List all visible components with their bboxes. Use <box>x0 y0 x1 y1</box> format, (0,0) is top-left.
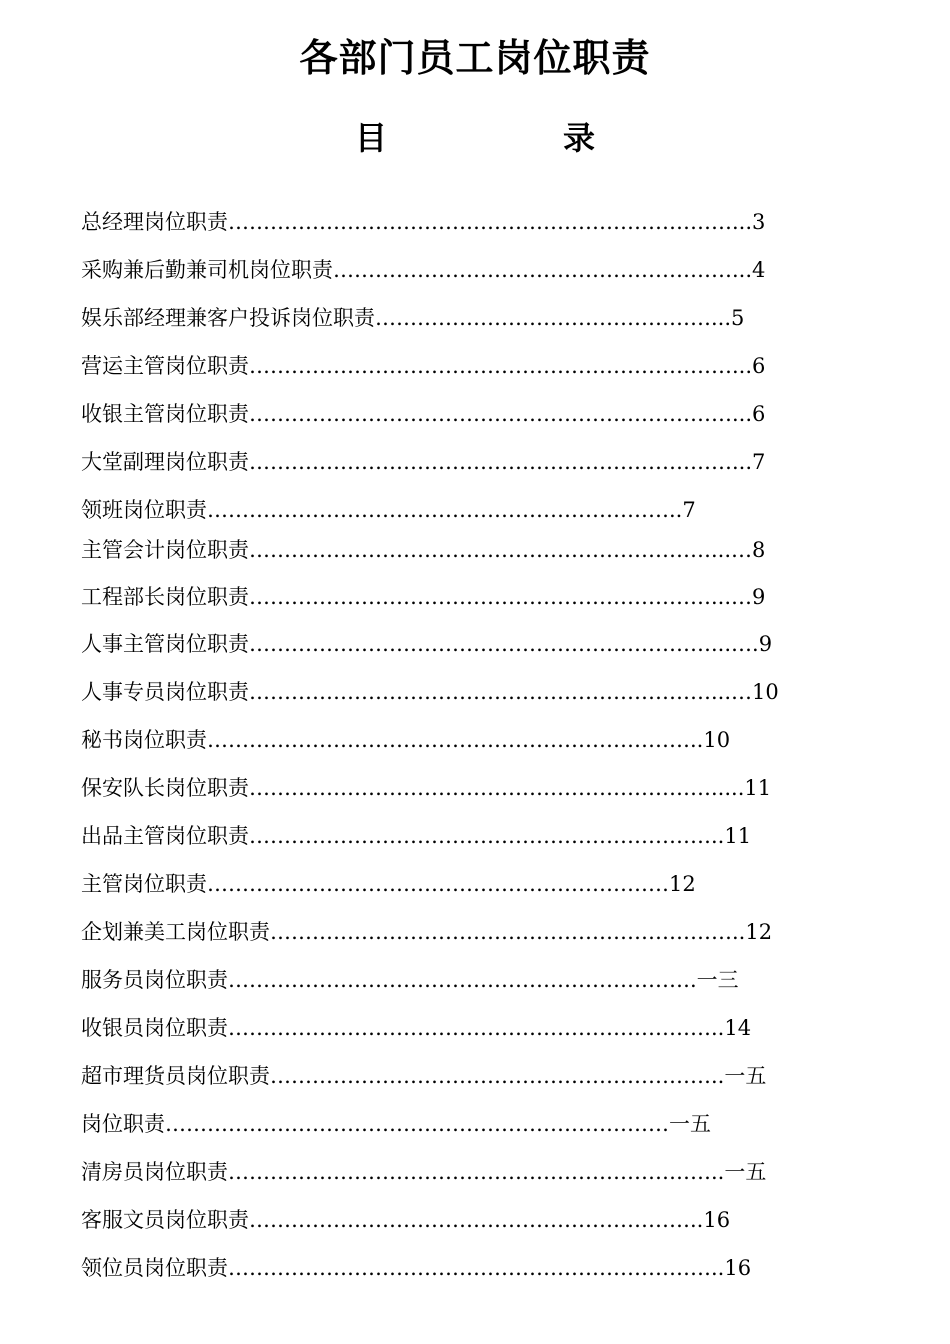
toc-entry-label: 主管岗位职责 <box>81 872 207 896</box>
toc-entry-label: 岗位职责 <box>81 1112 165 1136</box>
toc-entry-page: ...…8 <box>711 538 766 562</box>
toc-entry[interactable] <box>81 446 765 478</box>
toc-entry-page: ...3 <box>732 210 766 234</box>
toc-entry-label: 收银主管岗位职责 <box>81 402 249 426</box>
toc-entry-leader: ……………………………………………………… <box>249 1208 690 1232</box>
toc-entry[interactable] <box>81 581 765 613</box>
toc-entry-page: ..一五 <box>711 1064 767 1088</box>
toc-entry-label: 出品主管岗位职责 <box>81 824 249 848</box>
toc-entry-page: ...5 <box>711 306 745 330</box>
toc-entry-label: 清房员岗位职责 <box>81 1160 228 1184</box>
toc-entry-leader: ………………………………………… <box>375 306 711 330</box>
toc-entry-leader: …………………………………………………………… <box>228 1160 711 1184</box>
toc-entry[interactable] <box>81 534 765 566</box>
document-title: 各部门员工岗位职责 <box>299 35 651 80</box>
toc-entry-page: ..12 <box>732 920 773 944</box>
toc-entry-leader: …………………………………………………………… <box>207 728 690 752</box>
toc-entry-leader: ………………………………………………………… <box>249 680 711 704</box>
toc-entry-label: 客服文员岗位职责 <box>81 1208 249 1232</box>
toc-entry[interactable] <box>81 302 744 334</box>
toc-entry-page: ………..11 <box>648 824 752 848</box>
toc-entry-label: 大堂副理岗位职责 <box>81 450 249 474</box>
toc-entry-leader: ………………………………………………………… <box>249 538 711 562</box>
toc-entry[interactable] <box>81 1060 766 1092</box>
toc-entry-page: ...4 <box>732 258 766 282</box>
toc-entry[interactable] <box>81 494 696 526</box>
toc-entry-leader: ……………………………………………………………… <box>228 210 732 234</box>
toc-entry-page: ...6 <box>732 402 766 426</box>
toc-heading-char-1: 目 <box>355 119 388 157</box>
toc-entry-label: 人事主管岗位职责 <box>81 632 249 656</box>
toc-entry-leader: …………………………………………………………… <box>249 354 732 378</box>
toc-entry-page: ..16 <box>711 1256 752 1280</box>
toc-entry[interactable] <box>81 254 765 286</box>
toc-entry-label: 秘书岗位职责 <box>81 728 207 752</box>
toc-entry-leader: ………………………………………………………… <box>228 968 690 992</box>
toc-entry[interactable] <box>81 1012 751 1044</box>
toc-entry-label: 企划兼美工岗位职责 <box>81 920 270 944</box>
toc-entry-leader: …………………………………………………………… <box>228 1256 711 1280</box>
toc-entry-leader: …………………………………………………………… <box>228 1016 711 1040</box>
toc-entry-leader: …………………………………………………… <box>249 776 669 800</box>
toc-entry-page: .一三 <box>690 968 739 992</box>
toc-entry-leader: ………………………………………………… <box>333 258 732 282</box>
toc-entry-page: …….....11 <box>669 776 772 800</box>
toc-entry[interactable] <box>81 676 779 708</box>
toc-entry-label: 收银员岗位职责 <box>81 1016 228 1040</box>
toc-entry[interactable] <box>81 628 772 660</box>
toc-entry[interactable] <box>81 916 772 948</box>
toc-entry-leader: ………………………………………………………… <box>207 498 669 522</box>
toc-entry-page: ...7 <box>732 450 766 474</box>
toc-entry[interactable] <box>81 964 739 996</box>
toc-entry[interactable] <box>81 398 765 430</box>
toc-entry[interactable] <box>81 1156 766 1188</box>
toc-entry-label: 工程部长岗位职责 <box>81 585 249 609</box>
toc-entry-leader: …………………………………………………………… <box>249 450 732 474</box>
toc-entry-label: 主管会计岗位职责 <box>81 538 249 562</box>
toc-entry-page: ...…10 <box>711 680 779 704</box>
toc-entry-leader: …………………………………………………………… <box>249 402 732 426</box>
toc-entry-page: ...6 <box>732 354 766 378</box>
toc-entry-label: 营运主管岗位职责 <box>81 354 249 378</box>
toc-entry-leader: ……………………………………………………… <box>270 1064 711 1088</box>
toc-entry[interactable] <box>81 724 730 756</box>
toc-entry-label: 采购兼后勤兼司机岗位职责 <box>81 258 333 282</box>
toc-entry-page: ..一五 <box>711 1160 767 1184</box>
toc-entry-label: 超市理货员岗位职责 <box>81 1064 270 1088</box>
toc-entry[interactable] <box>81 350 765 382</box>
toc-entry-leader: ………………………………………………………… <box>249 632 711 656</box>
toc-entry-label: 领位员岗位职责 <box>81 1256 228 1280</box>
toc-entry-label: 领班岗位职责 <box>81 498 207 522</box>
toc-entry-label: 人事专员岗位职责 <box>81 680 249 704</box>
toc-entry-label: 娱乐部经理兼客户投诉岗位职责 <box>81 306 375 330</box>
toc-entry-page: ...…9 <box>711 585 766 609</box>
toc-entry-page: ..14 <box>711 1016 752 1040</box>
toc-entry-label: 保安队长岗位职责 <box>81 776 249 800</box>
toc-entry[interactable] <box>81 1108 711 1140</box>
toc-entry-leader: ……………………………………………………………… <box>165 1112 669 1136</box>
toc-entry-leader: ………………………………………………………… <box>270 920 732 944</box>
toc-entry-leader: ………………………………………………………… <box>207 872 669 896</box>
toc-entry[interactable] <box>81 772 771 804</box>
toc-entry-leader: ………………………………………………………… <box>249 585 711 609</box>
toc-heading <box>0 116 950 160</box>
toc-entry-page: ..16 <box>690 1208 731 1232</box>
toc-entry[interactable] <box>81 1252 751 1284</box>
toc-entry-page: 一五 <box>669 1112 711 1136</box>
toc-entry[interactable] <box>81 820 751 852</box>
toc-heading-char-2: 录 <box>563 119 596 157</box>
toc-entry-page: ...….9 <box>711 632 773 656</box>
toc-entry-page: ..10 <box>690 728 731 752</box>
toc-entry[interactable] <box>81 206 765 238</box>
toc-entry[interactable] <box>81 1204 730 1236</box>
toc-entry-label: 服务员岗位职责 <box>81 968 228 992</box>
toc-entry-page: ..7 <box>669 498 696 522</box>
toc-entry-leader: ………………………………………………… <box>249 824 648 848</box>
toc-entry-page: 12 <box>669 872 696 896</box>
toc-entry[interactable] <box>81 868 696 900</box>
toc-entry-label: 总经理岗位职责 <box>81 210 228 234</box>
